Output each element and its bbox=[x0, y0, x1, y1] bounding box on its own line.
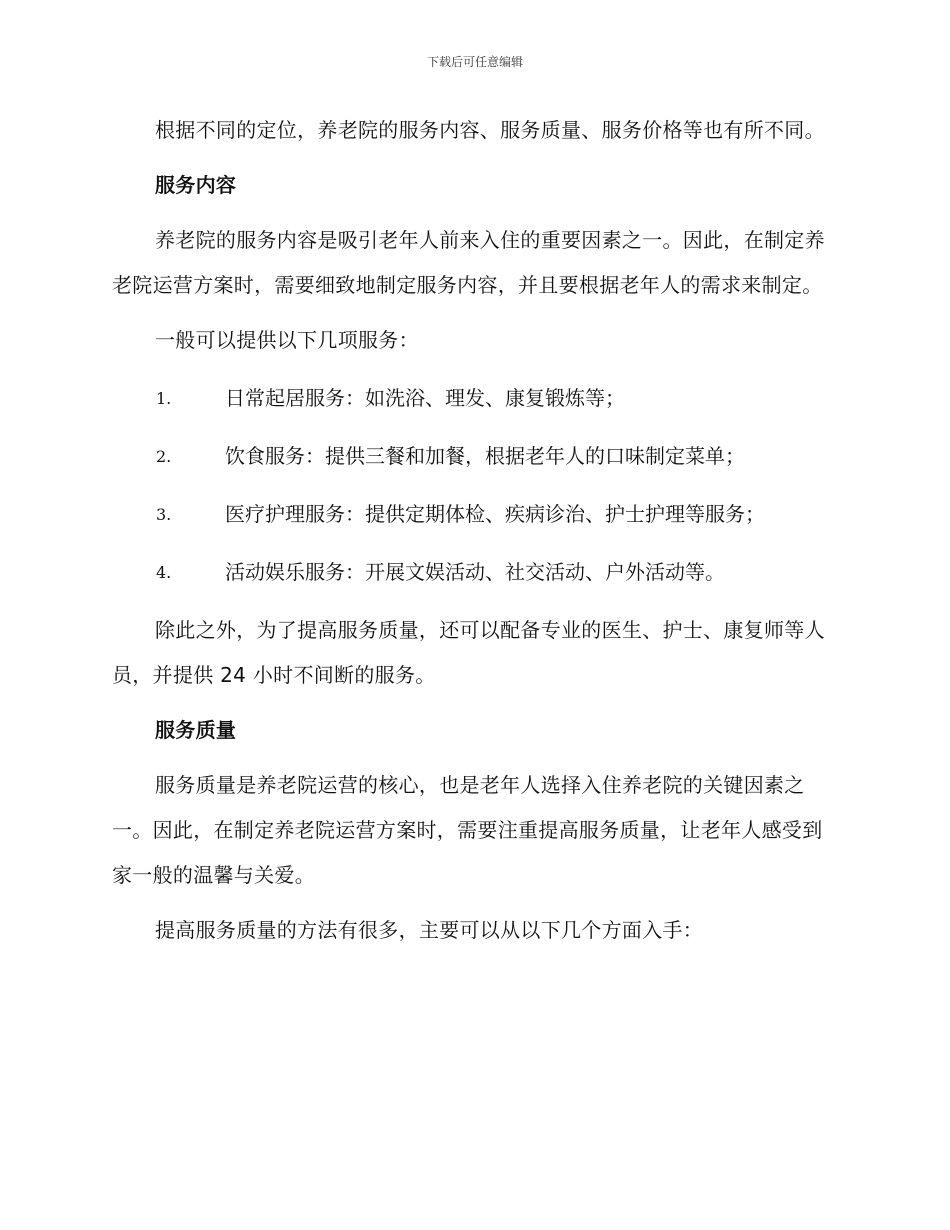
section-heading-service-content: 服务内容 bbox=[155, 173, 237, 197]
list-item-number: 3. bbox=[156, 505, 172, 524]
service-list bbox=[112, 376, 832, 595]
list-item-text: 活动娱乐服务：开展文娱活动、社交活动、户外活动等。 bbox=[225, 560, 725, 584]
list-item bbox=[112, 550, 832, 595]
list-item-number: 2. bbox=[156, 447, 172, 466]
list-item-number: 4. bbox=[156, 563, 172, 582]
staffing-paragraph: 除此之外，为了提高服务质量，还可以配备专业的医生、护士、康复师等人员，并提供 24 小时不间断的服务。 bbox=[112, 618, 825, 687]
document-body bbox=[112, 108, 832, 953]
list-item bbox=[112, 376, 832, 421]
list-item bbox=[112, 492, 832, 537]
list-item-number: 1. bbox=[156, 389, 172, 408]
list-item-text: 医疗护理服务：提供定期体检、疾病诊治、护士护理等服务； bbox=[225, 502, 765, 526]
section-heading-service-quality: 服务质量 bbox=[155, 718, 237, 742]
intro-paragraph: 根据不同的定位，养老院的服务内容、服务质量、服务价格等也有所不同。 bbox=[155, 118, 825, 142]
list-item bbox=[112, 434, 832, 479]
service-quality-paragraph: 服务质量是养老院运营的核心，也是老年人选择入住养老院的关键因素之一。因此，在制定养老院运营方案时，需要注重提高服务质量，让老年人感受到家一般的温馨与关爱。 bbox=[112, 773, 823, 887]
service-content-paragraph: 养老院的服务内容是吸引老年人前来入住的重要因素之一。因此，在制定养老院运营方案时，需要细致地制定服务内容，并且要根据老年人的需求来制定。 bbox=[112, 228, 825, 297]
list-item-text: 饮食服务：提供三餐和加餐，根据老年人的口味制定菜单； bbox=[225, 444, 745, 468]
service-list-intro: 一般可以提供以下几项服务： bbox=[155, 328, 419, 352]
quality-methods-paragraph: 提高服务质量的方法有很多，主要可以从以下几个方面入手： bbox=[155, 918, 704, 942]
page-header: 下载后可任意编辑 bbox=[426, 55, 523, 69]
list-item-text: 日常起居服务：如洗浴、理发、康复锻炼等； bbox=[225, 386, 625, 410]
